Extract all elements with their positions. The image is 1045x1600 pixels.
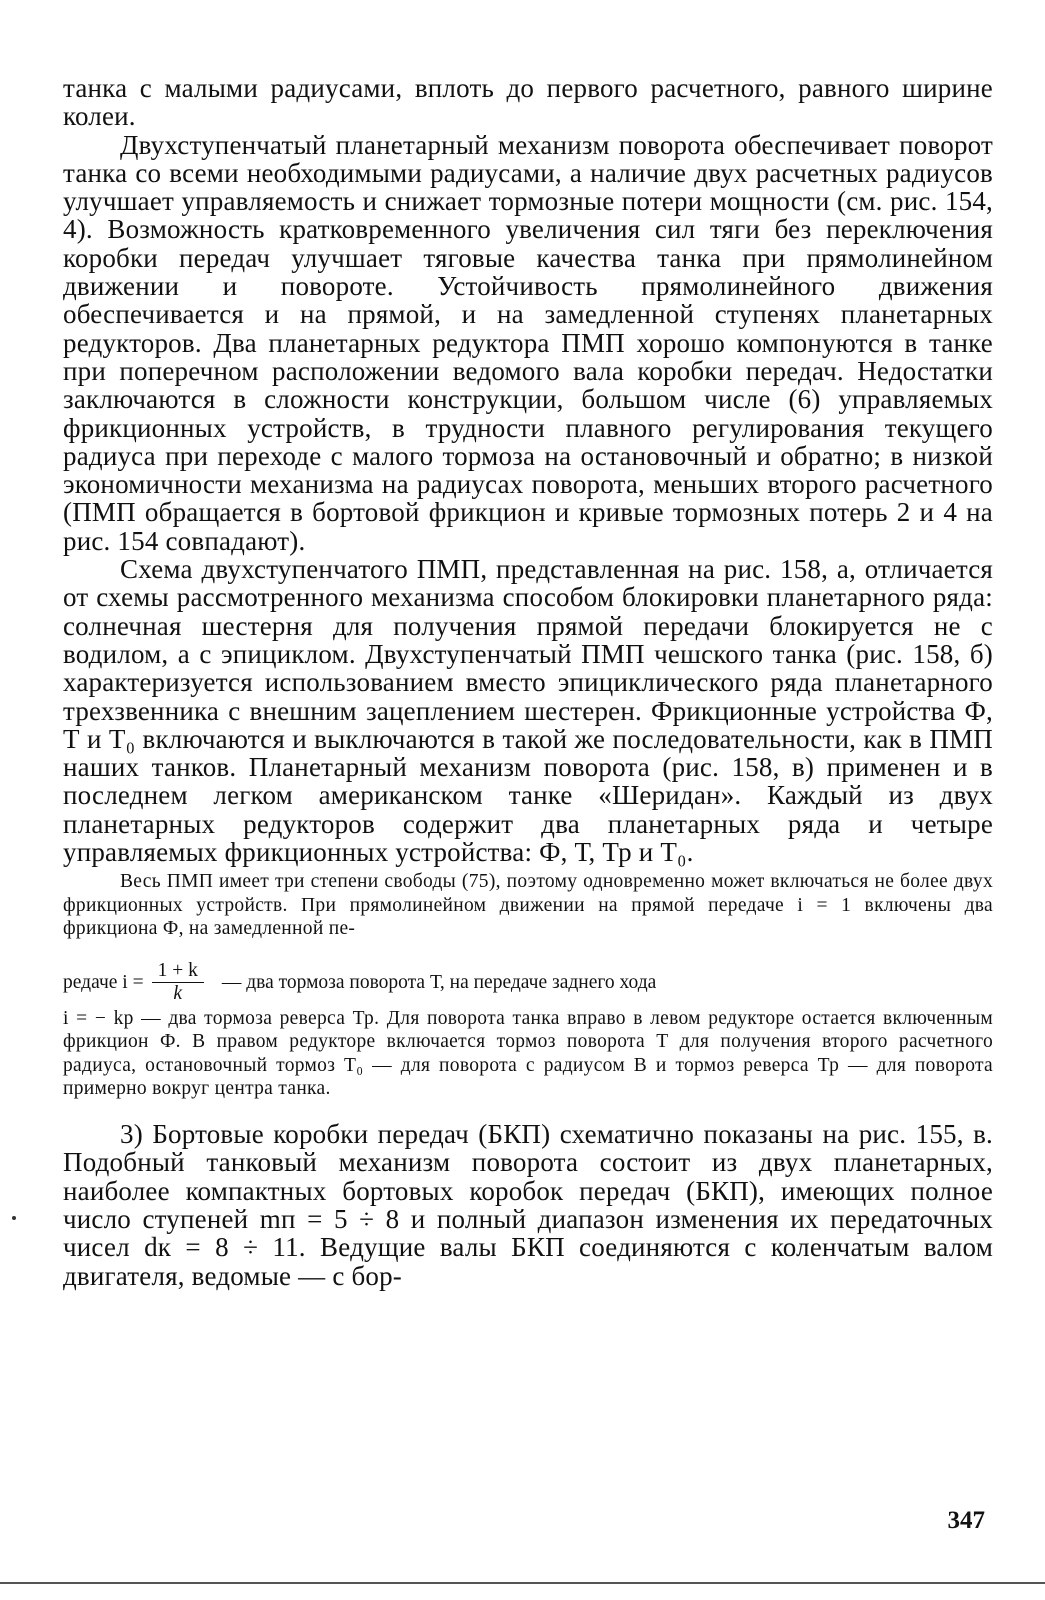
small-print-note-part1: Весь ПМП имеет три степени свободы (75), поэтому одновременно может включаться не более двух фрикционных устройств. При прямолинейном движении на прямой передаче i = 1 включены два фрикциона Ф, на замедленной пе- [63,871,993,940]
paragraph-continuation: танка с малыми радиусами, вплоть до первого расчетного, равного ширине колеи. [63,73,993,132]
formula-line [63,960,993,1005]
page-body [63,74,993,1290]
paragraph-scheme-description: Схема двухступенчатого ПМП, представленная на рис. 158, а, отличается от схемы рассмотренного механизма способом блокировки планетарного ряда: солнечная шестерня для получения прямой передачи блокируется не с водилом, а с эпициклом. Двухступенчатый ПМП чешского танка (рис. 158, б) характеризуется использованием вместо эпициклического ряда планетарного трехзвенника с внешним зацеплением шестерен. Фрикционные устройства Ф, Т и Т₀ включаются и выключаются в такой же последовательности, как в ПМП наших танков. Планетарный механизм поворота (рис. 158, в) применен и в последнем легком американском танке «Шеридан». Каждый из двух планетарных редукторов содержит два планетарных ряда и четыре управляемых фрикционных устройства: Ф, Т, Тр и Т₀. [63,554,993,868]
margin-dot [12,1216,16,1220]
formula-suffix: — два тормоза поворота Т, на передаче заднего хода [221,971,657,993]
bottom-rule [0,1582,1045,1584]
formula-fraction [152,960,204,1005]
formula-prefix: редаче i = [63,971,144,993]
paragraph-two-stage-mechanism: Двухступенчатый планетарный механизм поворота обеспечивает поворот танка со всеми необходимыми радиусами, а наличие двух расчетных радиусов улучшает управляемость и снижает тормозные потери мощности (см. рис. 154, 4). Возможность кратковременного увеличения сил тяги без переключения коробки передач улучшает тяговые качества танка при прямолинейном движении и повороте. Устойчивость прямолинейного движения обеспечивается и на прямой, и на замедленной ступенях планетарных редукторов. Два планетарных редуктора ПМП хорошо компонуются в танке при поперечном расположении ведомого вала коробки передач. Недостатки заключаются в сложности конструкции, большом числе (6) управляемых фрикционных устройств, в трудности плавного регулирования текущего радиуса при переходе с малого тормоза на остановочный и обратно; в низкой экономичности механизма на радиусах поворота, меньших второго расчетного (ПМП обращается в бортовой фрикцион и кривые тормозных потерь 2 и 4 на рис. 154 совпадают). [63,129,993,556]
paragraph-side-gearboxes: 3) Бортовые коробки передач (БКП) схематично показаны на рис. 155, в. Подобный танковый механизм поворота состоит из двух планетарных, наиболее компактных бортовых коробок передач (БКП), имеющих полное число ступеней mп = 5 ÷ 8 и полный диапазон изменения их передаточных чисел dк = 8 ÷ 11. Ведущие валы БКП соединяются с коленчатым валом двигателя, ведомые — с бор- [63,1119,993,1291]
formula-denominator: k [173,983,183,1005]
page-number: 347 [947,1507,985,1534]
small-print-note-part2: i = − kр — два тормоза реверса Тр. Для поворота танка вправо в левом редукторе остается включенным фрикцион Ф. В правом редукторе включается тормоз поворота Т для получения второго расчетного радиуса, остановочный тормоз Т₀ — для поворота с радиусом В и тормоз реверса Тр — для поворота примерно вокруг центра танка. [63,1008,993,1100]
formula-numerator: 1 + k [152,960,204,983]
